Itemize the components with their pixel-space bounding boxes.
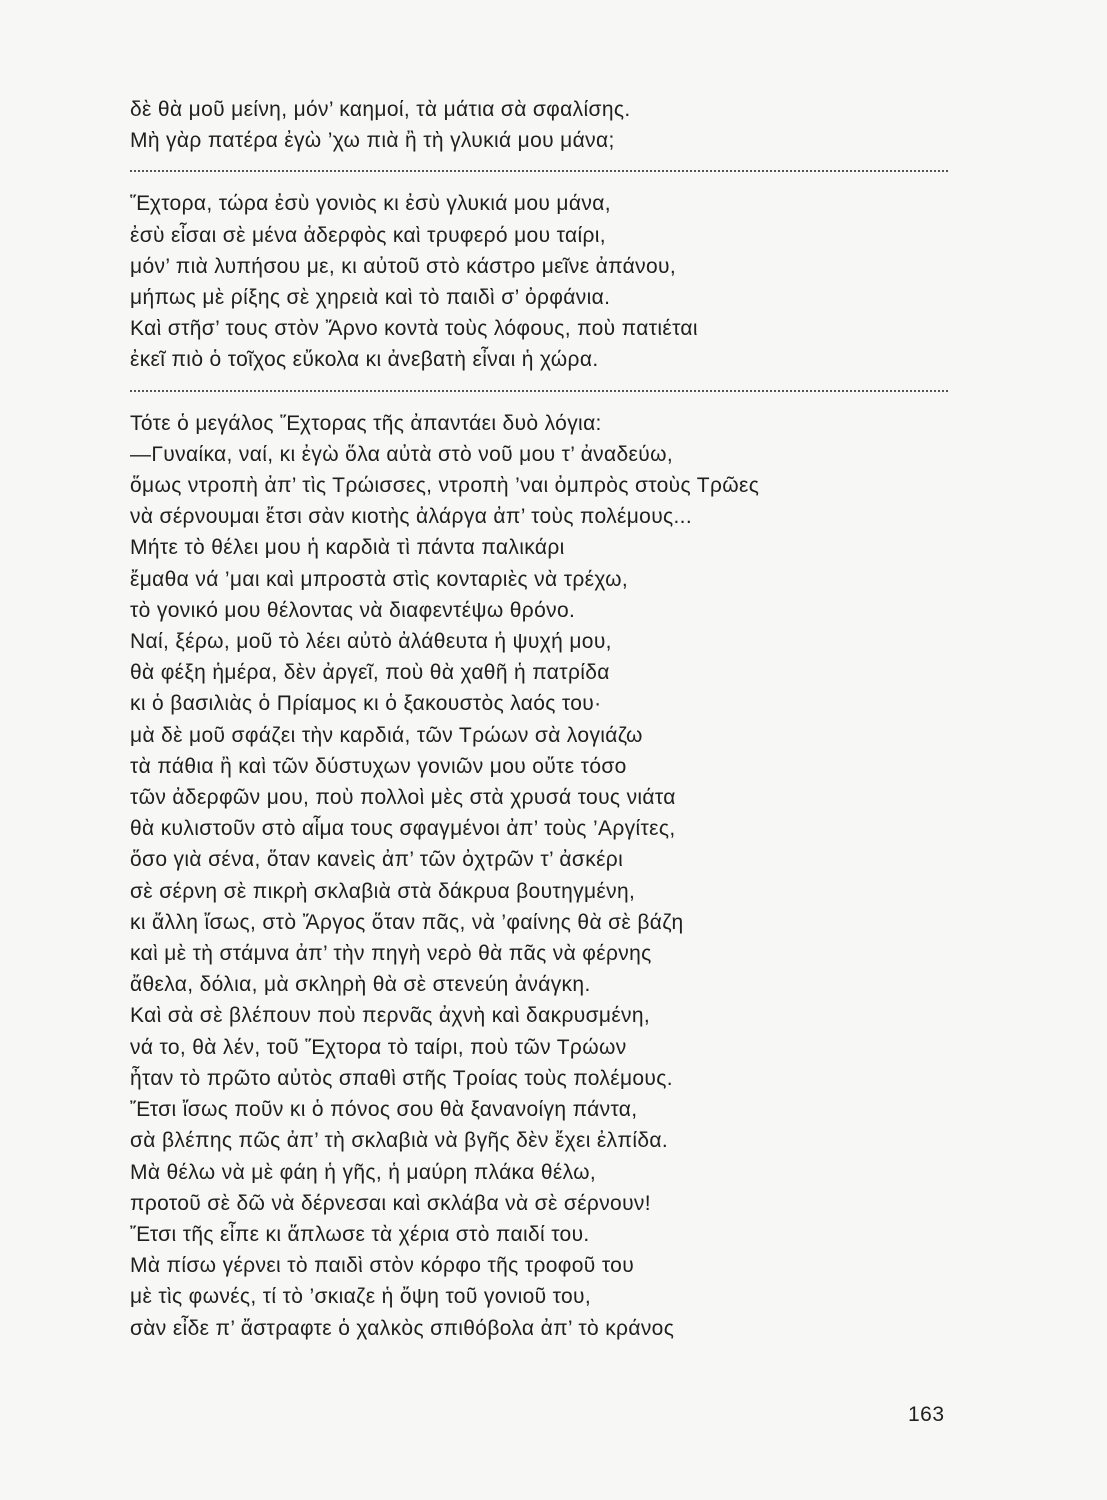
dotted-separator bbox=[130, 390, 948, 392]
verse-line: Μὰ πίσω γέρνει τὸ παιδὶ στὸν κόρφο τῆς τροφοῦ του bbox=[130, 1254, 635, 1278]
verse-line: θὰ φέξη ἡμέρα, δὲν ἀργεῖ, ποὺ θὰ χαθῆ ἡ πατρίδα bbox=[130, 661, 610, 685]
verse-line: Ἔτσι τῆς εἶπε κι ἅπλωσε τὰ χέρια στὸ παιδί του. bbox=[130, 1222, 590, 1246]
verse-line: καὶ μὲ τὴ στάμνα ἀπ’ τὴν πηγὴ νερὸ θὰ πᾶς νὰ φέρνης bbox=[130, 942, 652, 966]
verse-line: σὲ σέρνη σὲ πικρὴ σκλαβιὰ στὰ δάκρυα βουτηγμένη, bbox=[130, 879, 636, 903]
poem-text bbox=[130, 94, 960, 1344]
verse-line: δὲ θὰ μοῦ μείνη, μόν’ καημοί, τὰ μάτια σὰ σφαλίσης. bbox=[130, 98, 631, 121]
verse-line: τὸ γονικό μου θέλοντας νὰ διαφεντέψω θρόνο. bbox=[130, 598, 576, 622]
verse-line: Καὶ στῆσ’ τους στὸν Ἄρνο κοντὰ τοὺς λόφους, ποὺ πατιέται bbox=[130, 317, 698, 341]
verse-line: Καὶ σὰ σὲ βλέπουν ποὺ περνᾶς ἀχνὴ καὶ δακρυσμένη, bbox=[130, 1004, 651, 1028]
verse-line: ὅσο γιὰ σένα, ὅταν κανεὶς ἀπ’ τῶν ὀχτρῶν τ’ ἀσκέρι bbox=[130, 848, 624, 872]
verse-line: ἄθελα, δόλια, μὰ σκληρὴ θὰ σὲ στενεύη ἀνάγκη. bbox=[130, 973, 591, 997]
verse-line: Μὴ γὰρ πατέρα ἐγὼ ’χω πιὰ ἢ τὴ γλυκιά μου μάνα; bbox=[130, 129, 615, 153]
verse-line: ἐκεῖ πιὸ ὁ τοῖχος εὔκολα κι ἀνεβατὴ εἶναι ἡ χώρα. bbox=[130, 348, 599, 372]
verse-line: μὰ δὲ μοῦ σφάζει τὴν καρδιά, τῶν Τρώων σὰ λογιάζω bbox=[130, 723, 643, 747]
verse-line: θὰ κυλιστοῦν στὸ αἷμα τους σφαγμένοι ἀπ’ τοὺς ’Αργίτες, bbox=[130, 817, 676, 841]
verse-line: ὅμως ντροπὴ ἀπ’ τὶς Τρώισσες, ντροπὴ ’ναι ὀμπρὸς στοὺς Τρῶες bbox=[130, 474, 760, 498]
verse-line: κι ἄλλη ἴσως, στὸ Ἄργος ὅταν πᾶς, νὰ ’φαίνης θὰ σὲ βάζη bbox=[130, 910, 684, 934]
stanza-3 bbox=[130, 408, 960, 1344]
verse-line: νά το, θὰ λέν, τοῦ Ἕχτορα τὸ ταίρι, ποὺ τῶν Τρώων bbox=[130, 1035, 627, 1059]
verse-line: μὲ τὶς φωνές, τί τὸ ’σκιαζε ἡ ὄψη τοῦ γονιοῦ του, bbox=[130, 1285, 592, 1309]
verse-line: τῶν ἀδερφῶν μου, ποὺ πολλοὶ μὲς στὰ χρυσά τους νιάτα bbox=[130, 786, 676, 810]
verse-line: Τότε ὁ μεγάλος Ἕχτορας τῆς ἀπαντάει δυὸ λόγια: bbox=[130, 411, 602, 435]
verse-line: νὰ σέρνουμαι ἔτσι σὰν κιοτὴς ἀλάργα ἀπ’ τοὺς πολέμους... bbox=[130, 505, 693, 529]
verse-line: ἔμαθα νά ’μαι καὶ μπροστὰ στὶς κονταριὲς νὰ τρέχω, bbox=[130, 567, 629, 591]
stanza-1 bbox=[130, 94, 960, 156]
verse-line: σὰ βλέπης πῶς ἀπ’ τὴ σκλαβιὰ νὰ βγῆς δὲν ἔχει ἐλπίδα. bbox=[130, 1129, 669, 1153]
verse-line: Μὰ θέλω νὰ μὲ φάη ἡ γῆς, ἡ μαύρη πλάκα θέλω, bbox=[130, 1160, 597, 1184]
verse-line: Μήτε τὸ θέλει μου ἡ καρδιὰ τὶ πάντα παλικάρι bbox=[130, 536, 565, 560]
page-number: 163 bbox=[908, 1403, 945, 1426]
verse-line: σὰν εἶδε π’ ἄστραφτε ὁ χαλκὸς σπιθόβολα ἀπ’ τὸ κράνος bbox=[130, 1316, 675, 1340]
verse-line: προτοῦ σὲ δῶ νὰ δέρνεσαι καὶ σκλάβα νὰ σὲ σέρνουν! bbox=[130, 1191, 651, 1215]
verse-line: ἦταν τὸ πρῶτο αὐτὸς σπαθὶ στῆς Τροίας τοὺς πολέμους. bbox=[130, 1066, 673, 1090]
verse-line: ἐσὺ εἶσαι σὲ μένα ἀδερφὸς καὶ τρυφερό μου ταίρι, bbox=[130, 223, 606, 247]
verse-line: μόν’ πιὰ λυπήσου με, κι αὐτοῦ στὸ κάστρο μεῖνε ἀπάνου, bbox=[130, 254, 677, 278]
verse-line: κι ὁ βασιλιὰς ὁ Πρίαμος κι ὁ ξακουστὸς λαός του· bbox=[130, 692, 602, 716]
dotted-separator bbox=[130, 170, 948, 172]
stanza-2 bbox=[130, 188, 960, 375]
verse-line: μήπως μὲ ρίξης σὲ χηρειὰ καὶ τὸ παιδὶ σ’ ὀρφάνια. bbox=[130, 286, 611, 310]
verse-line: Ναί, ξέρω, μοῦ τὸ λέει αὐτὸ ἀλάθευτα ἡ ψυχή μου, bbox=[130, 630, 612, 654]
verse-line: Ἔτσι ἴσως ποῦν κι ὁ πόνος σου θὰ ξανανοίγη πάντα, bbox=[130, 1098, 638, 1122]
verse-line: τὰ πάθια ἢ καὶ τῶν δύστυχων γονιῶν μου οὔτε τόσο bbox=[130, 754, 627, 778]
verse-line: —Γυναίκα, ναί, κι ἐγὼ ὅλα αὐτὰ στὸ νοῦ μου τ’ ἀναδεύω, bbox=[130, 442, 674, 466]
verse-line: Ἕχτορα, τώρα ἐσὺ γονιὸς κι ἐσὺ γλυκιά μου μάνα, bbox=[130, 192, 611, 216]
